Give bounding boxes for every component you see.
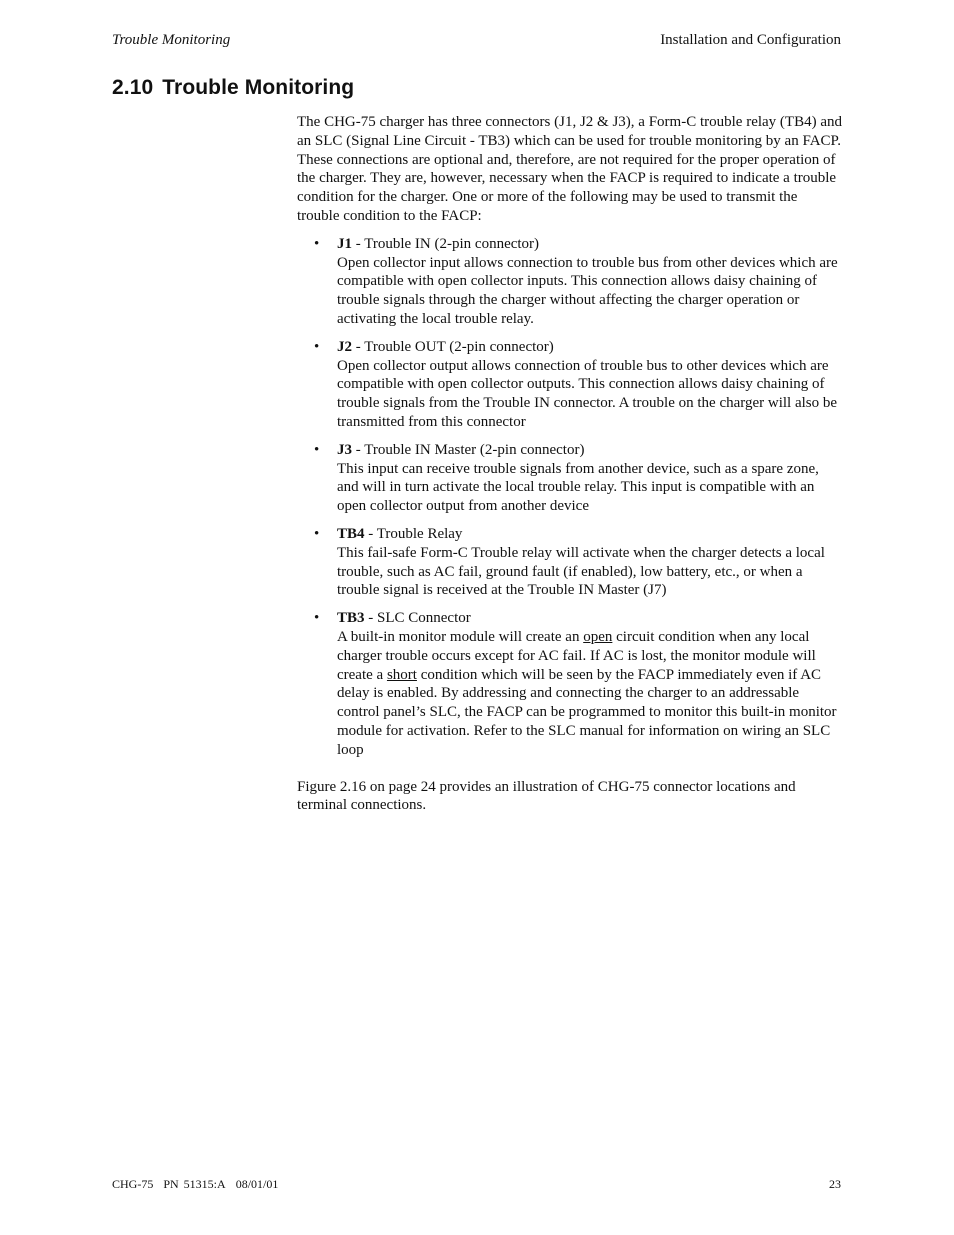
list-item-tb3 <box>314 609 842 759</box>
bullet-marker: • <box>314 338 320 355</box>
bullet-marker: • <box>314 235 320 252</box>
item-term: TB3 <box>337 610 365 627</box>
bullet-marker: • <box>314 610 320 627</box>
list-item-j2 <box>314 338 842 432</box>
footer-date: 08/01/01 <box>235 1177 279 1191</box>
item-description: Open collector input allows connection to trouble bus from other devices which are compatible with open collector inputs. This connection allows daisy chaining of trouble signals through the charger without affecting the charger operation or activating the local trouble relay. <box>337 254 838 327</box>
list-item-tb4 <box>314 525 842 600</box>
footer-model: CHG-75 <box>112 1177 154 1191</box>
item-term: TB4 <box>337 525 365 542</box>
list-item-j3 <box>314 441 842 516</box>
desc-text: circuit condition when any local charger trouble occurs except for AC fail. If AC is lost, the monitor module will create a <box>337 628 816 683</box>
bullet-marker: • <box>314 525 320 542</box>
list-item-j1 <box>314 235 842 329</box>
item-description <box>337 628 842 760</box>
item-label: - SLC Connector <box>364 610 471 627</box>
item-label: - Trouble IN (2-pin connector) <box>352 235 540 252</box>
item-heading <box>337 338 842 357</box>
running-header-chapter: Installation and Configuration <box>660 32 841 48</box>
underlined-term-short: short <box>386 666 417 683</box>
item-label: - Trouble IN Master (2-pin connector) <box>352 441 585 458</box>
body-column <box>297 113 842 815</box>
item-heading <box>337 609 842 628</box>
section-heading <box>112 76 354 100</box>
item-heading <box>337 525 842 544</box>
item-term: J2 <box>337 338 352 355</box>
figure-reference-paragraph: Figure 2.16 on page 24 provides an illustration of CHG-75 connector locations and terminal connections. <box>297 778 796 814</box>
item-label: - Trouble Relay <box>364 525 463 542</box>
section-title-text: Trouble Monitoring <box>162 76 355 99</box>
desc-text: A built-in monitor module will create an <box>337 628 584 645</box>
footer-part-number: PN 51315:A <box>163 1177 226 1191</box>
item-description: Open collector output allows connection of trouble bus to other devices which are compatible with open collector outputs. This connection allows daisy chaining of trouble signals from the Trouble IN connector. A trouble on the charger will also be transmitted from this connector <box>337 357 838 430</box>
item-term: J1 <box>337 235 352 252</box>
connector-list <box>297 235 842 760</box>
intro-paragraph: The CHG-75 charger has three connectors (J1, J2 & J3), a Form-C trouble relay (TB4) and an SLC (Signal Line Circuit - TB3) which can be used for trouble monitoring by an FACP. These connections are optional and, therefore, are not required for the proper operation of the charger. They are, however, necessary when the FACP is required to indicate a trouble condition for the charger. One or more of the following may be used to transmit the trouble condition to the FACP: <box>297 114 842 224</box>
underlined-term-open: open <box>583 628 613 645</box>
item-description: This fail-safe Form-C Trouble relay will activate when the charger detects a local trouble, such as AC fail, ground fault (if enabled), low battery, etc., or when a trouble signal is received at the Trouble IN Master (J7) <box>337 544 825 599</box>
running-header-section: Trouble Monitoring <box>112 32 231 48</box>
desc-text: condition which will be seen by the FACP immediately even if AC delay is enabled. By addressing and connecting the charger to an addressable control panel’s SLC, the FACP can be programmed to monitor this built-in monitor module for activation. Refer to the SLC manual for information on wiring an SLC loop <box>337 666 837 758</box>
section-number: 2.10 <box>112 76 154 99</box>
item-label: - Trouble OUT (2-pin connector) <box>352 338 554 355</box>
bullet-marker: • <box>314 441 320 458</box>
item-description: This input can receive trouble signals from another device, such as a spare zone, and will in turn activate the local trouble relay. This input is compatible with an open collector output from another device <box>337 460 819 515</box>
page-number: 23 <box>829 1177 841 1191</box>
item-term: J3 <box>337 441 352 458</box>
footer-document-info <box>112 1177 288 1192</box>
item-heading <box>337 441 842 460</box>
item-heading <box>337 235 842 254</box>
